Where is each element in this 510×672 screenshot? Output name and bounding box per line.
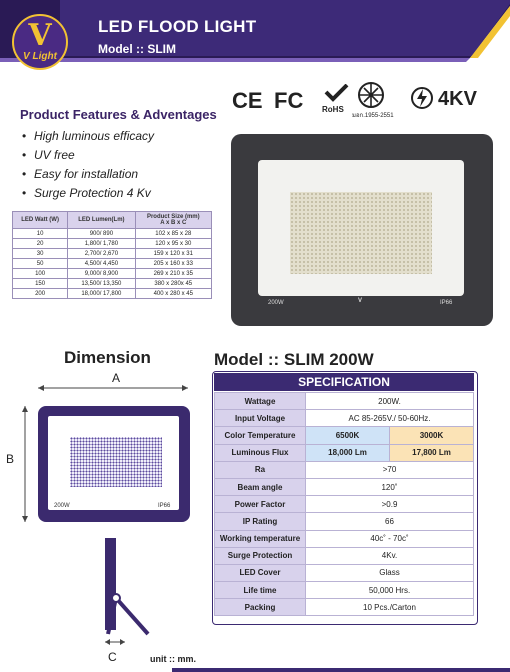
dimension-led-array — [70, 437, 162, 487]
spec-header: SPECIFICATION — [214, 373, 474, 391]
table-row: IP Rating 66 — [215, 513, 474, 530]
table-row: Beam angle 120˚ — [215, 478, 474, 495]
dimension-a-label: A — [112, 371, 121, 385]
table-row: Input Voltage AC 85-265V./ 50-60Hz. — [215, 410, 474, 427]
bullet-icon: • — [22, 148, 27, 162]
warm-color-cell: 3000K — [389, 427, 473, 444]
table-row: 20 1,800/ 1,780 120 x 95 x 30 — [13, 239, 212, 249]
bullet-icon: • — [22, 186, 27, 200]
rohs-mark — [322, 84, 350, 114]
fcc-mark: FC — [274, 88, 304, 113]
table-row: Packing 10 Pcs./Carton — [215, 599, 474, 616]
size-table — [12, 211, 212, 299]
unit-label: unit :: mm. — [150, 654, 196, 664]
tis-label: มอก.1955-2551 — [352, 113, 394, 119]
features-list — [22, 127, 154, 203]
feature-item: • Surge Protection 4 Kv — [22, 184, 154, 203]
table-row: LED Cover Glass — [215, 564, 474, 581]
rohs-check-icon — [322, 84, 350, 102]
table-row: Wattage 200W. — [215, 393, 474, 410]
ce-mark: CE — [232, 88, 263, 113]
table-row: 50 4,500/ 4,450 205 x 160 x 33 — [13, 259, 212, 269]
feature-item: • UV free — [22, 146, 154, 165]
table-row: Life time 50,000 Hrs. — [215, 582, 474, 599]
lightning-icon — [410, 86, 434, 110]
page-title: LED FLOOD LIGHT — [98, 17, 257, 36]
table-row: Luminous Flux 18,000 Lm 17,800 Lm — [215, 444, 474, 461]
feature-item: • Easy for installation — [22, 165, 154, 184]
product-watt-label: 200W — [268, 300, 284, 306]
table-row: 100 9,000/ 8,900 269 x 210 x 35 — [13, 269, 212, 279]
tis-emblem-icon — [356, 80, 386, 110]
product-brand-mark: V — [358, 298, 363, 304]
cool-flux-cell: 18,000 Lm — [306, 444, 390, 461]
dimension-watt-label: 200W — [54, 503, 70, 509]
logo-text: V Light — [23, 51, 57, 62]
footer-stripe — [172, 668, 510, 672]
table-row: 150 13,500/ 13,350 380 x 280x 45 — [13, 279, 212, 289]
dimension-b-label: B — [6, 452, 15, 466]
table-row: Surge Protection 4Kv. — [215, 547, 474, 564]
size-table-header — [13, 212, 212, 229]
dimension-c-label: C — [108, 650, 117, 664]
dimension-ip-label: IP66 — [158, 503, 171, 509]
bullet-icon: • — [22, 167, 27, 181]
product-ip-label: IP66 — [440, 300, 453, 306]
table-row: 200 18,000/ 17,800 400 x 280 x 45 — [13, 289, 212, 299]
logo-mark: V — [28, 18, 52, 53]
rohs-label: RoHS — [322, 105, 344, 114]
table-row: Ra >70 — [215, 461, 474, 478]
table-row: Color Temperature 6500K 3000K — [215, 427, 474, 444]
table-row: Power Factor >0.9 — [215, 496, 474, 513]
bullet-icon: • — [22, 129, 27, 143]
dimension-title: Dimension — [64, 348, 151, 367]
col-header: Product Size (mm) A x B x C — [135, 212, 211, 229]
table-row: 10 900/ 890 102 x 85 x 28 — [13, 229, 212, 239]
table-row: 30 2,700/ 2,670 159 x 120 x 31 — [13, 249, 212, 259]
col-header: LED Lumen(Lm) — [68, 212, 135, 229]
warm-flux-cell: 17,800 Lm — [389, 444, 473, 461]
cool-color-cell: 6500K — [306, 427, 390, 444]
spec-model-title: Model :: SLIM 200W — [214, 350, 374, 369]
header-model: Model :: SLIM — [98, 42, 176, 56]
surge-mark — [410, 86, 434, 115]
brand-logo — [12, 14, 68, 70]
col-header: LED Watt (W) — [13, 212, 68, 229]
features-title: Product Features & Adventages — [20, 107, 217, 122]
spec-table — [214, 392, 474, 616]
table-row: Working temperature 40c˚ - 70c˚ — [215, 530, 474, 547]
product-led-array — [290, 192, 432, 274]
feature-item: • High luminous efficacy — [22, 127, 154, 146]
surge-kv-label: 4KV — [438, 88, 477, 110]
